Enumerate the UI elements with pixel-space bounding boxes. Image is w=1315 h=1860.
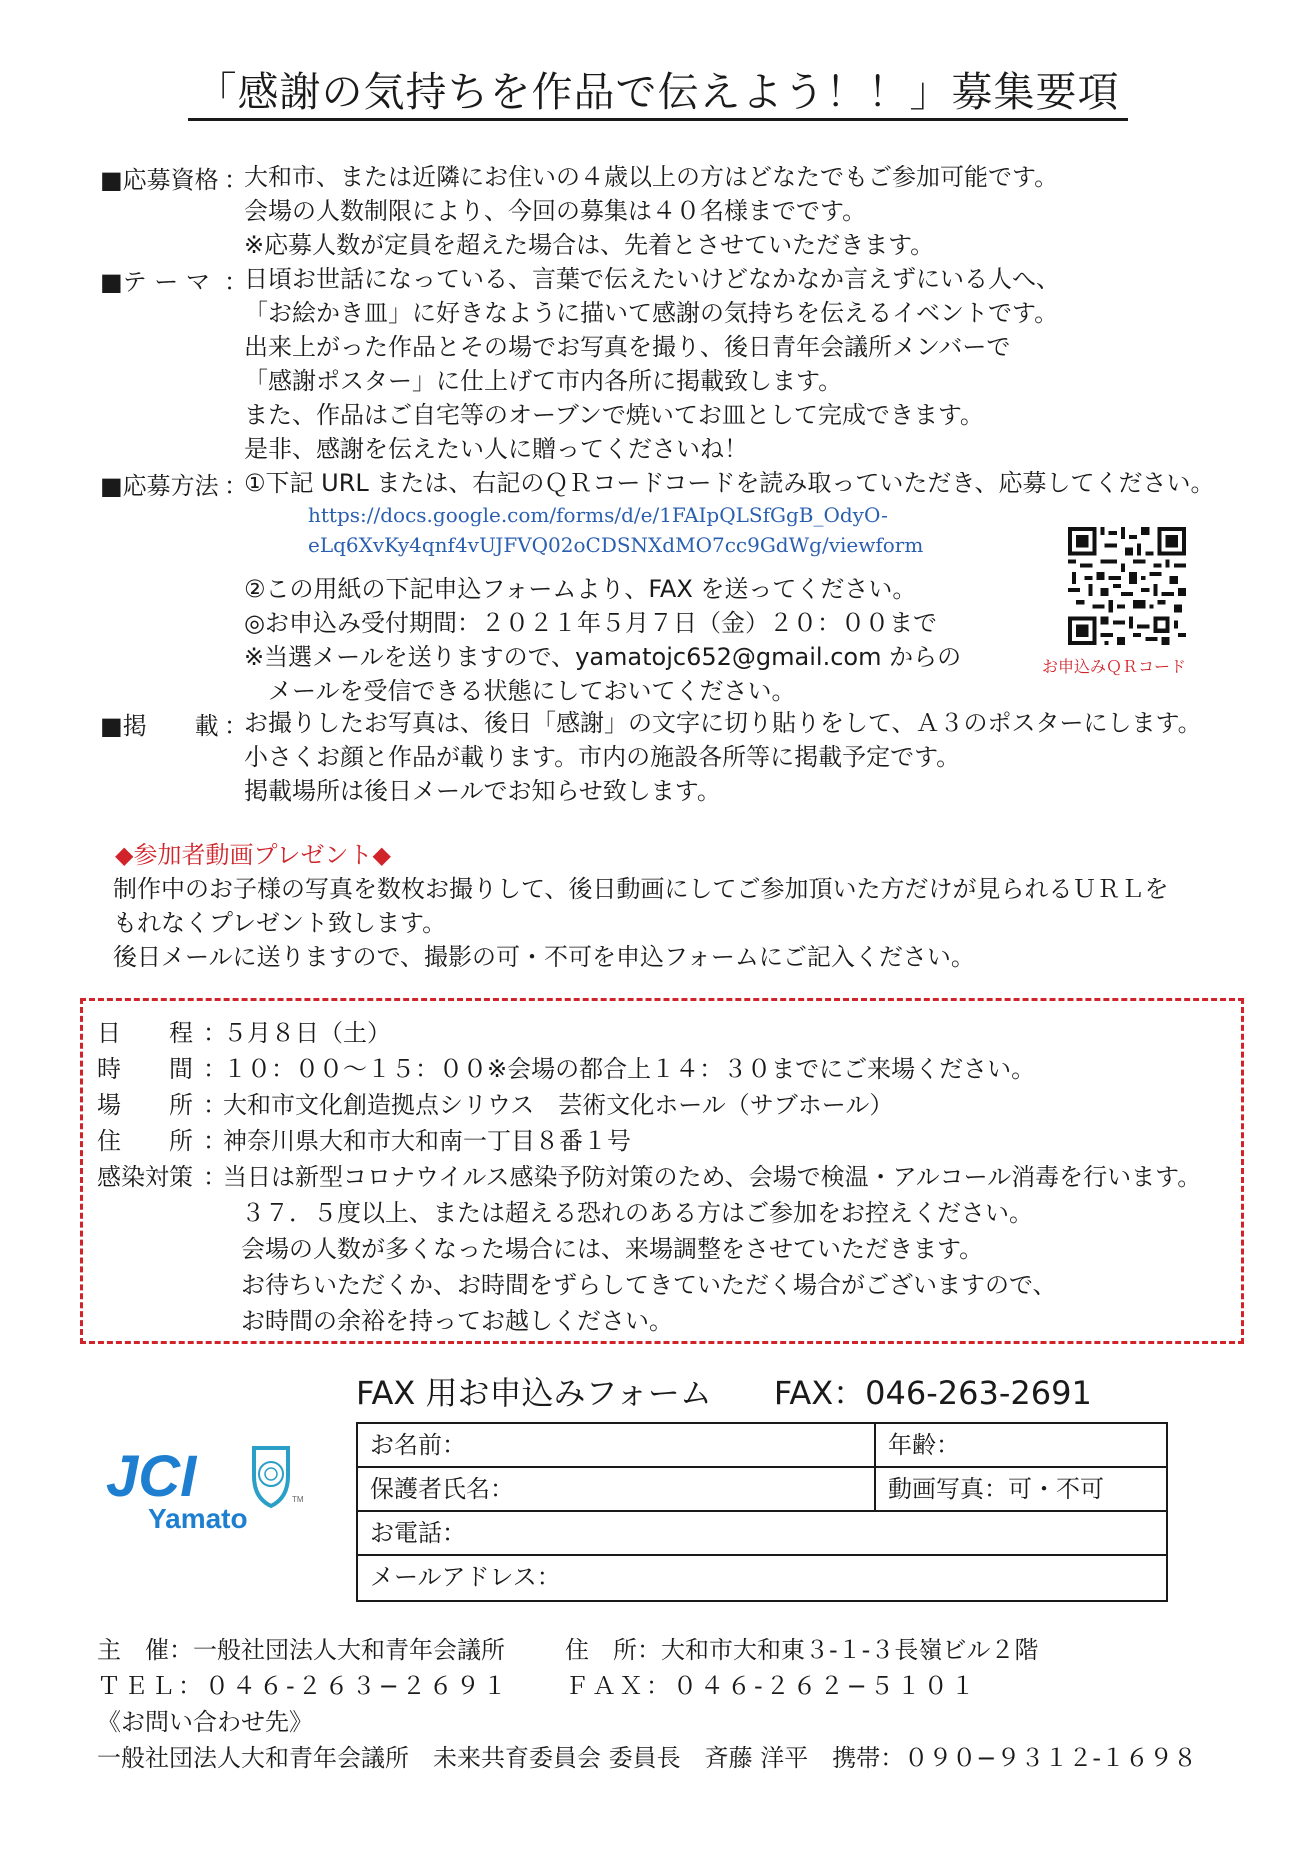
publish-line: お撮りしたお写真は、後日「感謝」の文字に切り貼りをして、Ａ３のポスターにします。 [244, 709, 1202, 737]
qr-caption: お申込みＱＲコード [1042, 657, 1187, 676]
method-line: ◎お申込み受付期間：２０２１年５月７日（金）２０：００まで [244, 609, 937, 637]
event-time: １０：００～１５：００※会場の都合上１４：３０までにご来場ください。 [223, 1055, 1036, 1083]
eligibility-line: ※応募人数が定員を超えた場合は、先着とさせていただきます。 [244, 231, 935, 259]
present-line: もれなくプレゼント致します。 [113, 909, 447, 937]
contact-person: 一般社団法人大和青年会議所 未来共育委員会 委員長 斉藤 洋平 携帯：０９０−９３１２-１６９８ [97, 1744, 1198, 1772]
event-venue-row: 場 所 ： 大和市文化創造拠点シリウス 芸術文化ホール（サブホール） [97, 1087, 1237, 1123]
event-details-box [80, 998, 1244, 1344]
theme-line: 是非、感謝を伝えたい人に贈ってくださいね！ [244, 435, 748, 463]
email-field[interactable]: メールアドレス： [370, 1563, 561, 1591]
event-venue: 大和市文化創造拠点シリウス 芸術文化ホール（サブホール） [223, 1091, 894, 1119]
page-title: 「感謝の気持ちを作品で伝えよう！！」募集要項 [0, 62, 1315, 122]
section-label: ■テ ー マ [100, 268, 210, 296]
present-heading: ◆参加者動画プレゼント◆ [115, 841, 391, 869]
fax-number: FAX：046-263-2691 [773, 1374, 1092, 1412]
age-field[interactable]: 年齢： [874, 1424, 1166, 1466]
infection-line: お時間の余裕を持ってお越しください。 [241, 1307, 673, 1335]
fax-application-form [356, 1422, 1168, 1602]
event-address: 神奈川県大和市大和南一丁目８番１号 [223, 1127, 631, 1155]
contact-label: 《お問い合わせ先》 [97, 1708, 313, 1736]
recruitment-flyer: 「感謝の気持ちを作品で伝えよう！！」募集要項 ■応募資格 ： 大和市、または近隣にお住いの４歳以上の方はどなたでもご参加可能です。 会場の人数制限により、今回の募集は４０名様までです。 ※応募人数が定員を超えた場合は、先着とさせていただきます。 ■テ ー マ ： 日頃お世話になっている、言葉で伝えたいけどなかなか言えずにいる人へ、 「お絵かき皿」に好きなように描いて感謝の気持ちを伝えるイベントです。 出来上がった作品とその場でお写真を撮り、後日青年会議所メンバーで 「感謝ポスター」に仕上げて市内各所に掲載致します。 また、作品はご自宅等のオーブンで焼いてお皿として完成できます。 是非、感謝を伝えたい人に贈ってくださいね！ ■応募方法 ： ①下記 URL または、右記のＱＲコードコードを読み取っていただき、応募してください。 https://docs.google.com/forms/d/e/1FAIpQLSfGgB_OdyO- eLq6XvKy4qnf4vUJFVQ02oCDSNXdMO7cc9GdWg/viewform ②この用紙の下記申込フォームより、FAX を送ってください。 ◎お申込み受付期間：２０２１年５月７日（金）２０：００まで ※当選メールを送りますので、yamatojc652@gmail.com からの メールを受信できる状態にしておいてください。 お申込みＱＲコード ■掲 載 ： お撮りしたお写真は、後日「感謝」の文字に切り貼りをして、Ａ３のポスターにします。 小さくお顔と作品が載ります。市内の施設各所等に掲載予定です。 掲載場所は後日メールでお知らせ致します。 ◆参加者動画プレゼント◆ 制作中のお子様の写真を数枚お撮りして、後日動画にしてご参加頂いた方だけが見られるＵＲＬを もれなくプレゼント致します。 後日メールに送りますので、撮影の可・不可を申込フォームにご記入ください。 日 程 ： ５月８日（土） 時 間 ： １０：００～１５：００※会場の都合上１４：３０までにご来場ください。 場 所 ： 大和市文化創造拠点シリウス 芸術文化ホール（サブホール） 住 所 ： 神奈川県大和市大和南一丁目８番１号 感染対策 ： 当日は新型コロナウイルス感染予防対策のため、会場で検温・アルコール消毒を行います。 ３７．５度以上、または超える恐れのある方はご参加をお控えください。 会場の人数が多くなった場合には、来場調整をさせていただきます。 お待ちいただくか、お時間をずらしてきていただく場合がございますので、 お時間の余裕を持ってお越しください。 FAX 用お申込みフォーム FAX：046-263-2691 JCI TM Yamato お名前： 年齢： 保護者氏名： 動画写真：可・不可 お電話： メールアドレス： 主 催：一般社団法人大和青年会議所 住 所：大和市大和東３-１-３長嶺ビル２階 ＴＥＬ：０４６-２６３−２６９１ ＦＡＸ：０４６-２６２−５１０１ 《お問い合わせ先》 一般社団法人大和青年会議所 未来共育委員会 委員長 斉藤 洋平 携帯：０９０−９３１２-１６９８ [0, 0, 1315, 1860]
phone-field[interactable]: お電話： [370, 1519, 466, 1547]
event-date: ５月８日（土） [223, 1019, 391, 1047]
theme-line: 日頃お世話になっている、言葉で伝えたいけどなかなか言えずにいる人へ、 [244, 265, 1060, 293]
event-address-row: 住 所 ： 神奈川県大和市大和南一丁目８番１号 [97, 1123, 1237, 1159]
theme-line: 出来上がった作品とその場でお写真を撮り、後日青年会議所メンバーで [244, 333, 1011, 361]
video-photo-consent-field[interactable]: 動画写真：可・不可 [874, 1468, 1166, 1510]
present-line: 後日メールに送りますので、撮影の可・不可を申込フォームにご記入ください。 [113, 943, 975, 971]
organizer-tel: ＴＥＬ：０４６-２６３−２６９１ [97, 1672, 510, 1700]
event-infection-row: 感染対策 ： 当日は新型コロナウイルス感染予防対策のため、会場で検温・アルコール消毒を行います。 [97, 1159, 1237, 1195]
eligibility-line: 大和市、または近隣にお住いの４歳以上の方はどなたでもご参加可能です。 [244, 163, 1059, 191]
infection-line: ３７．５度以上、または超える恐れのある方はご参加をお控えください。 [241, 1199, 1033, 1227]
present-line: 制作中のお子様の写真を数枚お撮りして、後日動画にしてご参加頂いた方だけが見られるＵＲＬを [113, 875, 1169, 903]
application-url-link[interactable]: https://docs.google.com/forms/d/e/1FAIpQLSfGgB_OdyO- [308, 503, 888, 527]
section-label: ■応募方法 [100, 472, 219, 500]
method-line: ②この用紙の下記申込フォームより、FAX を送ってください。 [244, 575, 917, 603]
section-label: ■応募資格 [100, 166, 219, 194]
theme-line: 「感謝ポスター」に仕上げて市内各所に掲載致します。 [244, 367, 843, 395]
svg-text:JCI: JCI [106, 1444, 197, 1509]
event-date-row: 日 程 ： ５月８日（土） [97, 1015, 1237, 1051]
method-line: メールを受信できる状態にしておいてください。 [244, 677, 796, 705]
eligibility-line: 会場の人数制限により、今回の募集は４０名様までです。 [244, 197, 867, 225]
organizer-fax: ＦＡＸ：０４６-２６２−５１０１ [565, 1672, 978, 1700]
name-field[interactable]: お名前： [370, 1431, 466, 1459]
infection-line: お待ちいただくか、お時間をずらしてきていただく場合がございますので、 [241, 1271, 1057, 1299]
infection-line: 会場の人数が多くなった場合には、来場調整をさせていただきます。 [241, 1235, 984, 1263]
theme-line: また、作品はご自宅等のオーブンで焼いてお皿として完成できます。 [244, 401, 984, 429]
event-time-row: 時 間 ： １０：００～１５：００※会場の都合上１４：３０までにご来場ください。 [97, 1051, 1237, 1087]
publish-line: 掲載場所は後日メールでお知らせ致します。 [244, 777, 721, 805]
infection-measure: 当日は新型コロナウイルス感染予防対策のため、会場で検温・アルコール消毒を行います。 [223, 1163, 1202, 1191]
organizer-address: 住 所：大和市大和東３-１-３長嶺ビル２階 [565, 1636, 1039, 1664]
theme-line: 「お絵かき皿」に好きなように描いて感謝の気持ちを伝えるイベントです。 [244, 299, 1059, 327]
present-section [113, 838, 1263, 974]
application-url-link[interactable]: eLq6XvKy4qnf4vUJFVQ02oCDSNXdMO7cc9GdWg/viewform [308, 533, 924, 557]
svg-text:TM: TM [292, 1495, 304, 1504]
jci-yamato-logo [106, 1436, 306, 1546]
fax-form-heading: FAX 用お申込みフォーム FAX：046-263-2691 [356, 1374, 1092, 1412]
organizer: 主 催：一般社団法人大和青年会議所 [97, 1636, 505, 1664]
qr-code-icon[interactable] [1068, 527, 1186, 645]
svg-text:Yamato: Yamato [148, 1503, 248, 1534]
method-line: ※当選メールを送りますので、yamatojc652@gmail.com からの [244, 643, 962, 671]
section-label: ■掲 載 [100, 712, 219, 740]
guardian-name-field[interactable]: 保護者氏名： [370, 1475, 514, 1503]
publish-line: 小さくお顔と作品が載ります。市内の施設各所等に掲載予定です。 [244, 743, 961, 771]
method-line: ①下記 URL または、右記のＱＲコードコードを読み取っていただき、応募してください。 [244, 469, 1215, 497]
footer [97, 1632, 1247, 1776]
